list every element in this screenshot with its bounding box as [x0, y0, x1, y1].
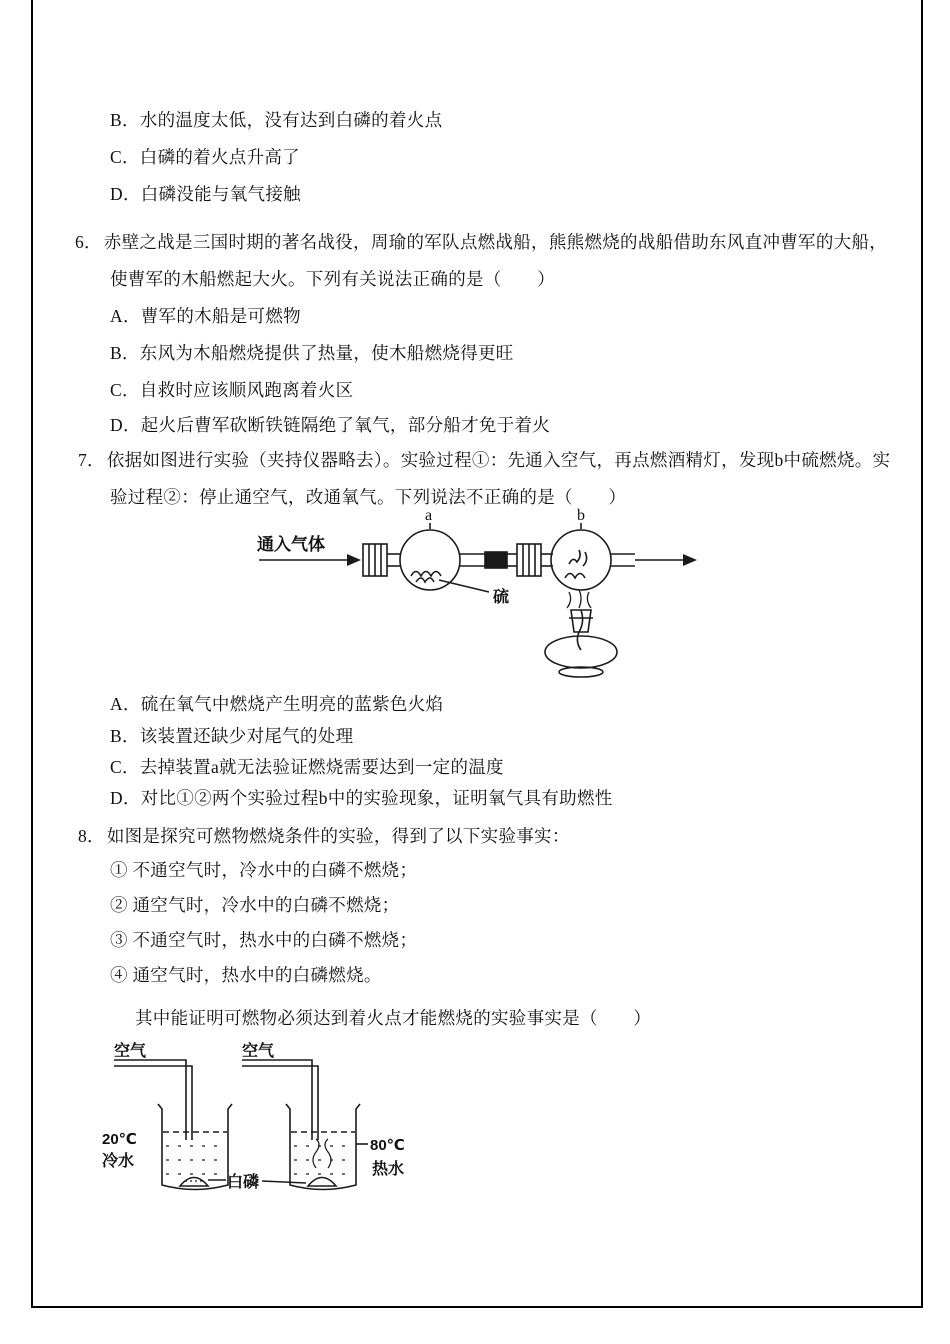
option-line: A．硫在氧气中燃烧产生明亮的蓝紫色火焰 [110, 694, 444, 714]
fact-line: ② 通空气时，冷水中的白磷不燃烧； [110, 895, 400, 915]
beakers-drawing [114, 1060, 368, 1190]
option-line: D．白磷没能与氧气接触 [110, 184, 301, 204]
stem-text: 赤壁之战是三国时期的著名战役，周瑜的军队点燃战船，熊熊燃烧的战船借助东风直冲曹军的大船， [103, 232, 888, 252]
white-phosphorus-cold [180, 1178, 208, 1187]
option-line: B．该装置还缺少对尾气的处理 [110, 726, 354, 746]
option-line: B．水的温度太低，没有达到白磷的着火点 [110, 110, 443, 130]
stem-text: 依据如图进行实验（夹持仪器略去）。实验过程①：先通入空气，再点燃酒精灯，发现b中硫燃烧。实 [106, 450, 891, 470]
question-number: 8． [78, 826, 105, 846]
alcohol-lamp [545, 610, 617, 677]
option-line: D．对比①②两个实验过程b中的实验现象，证明氧气具有助燃性 [110, 788, 613, 808]
flame-wisps [567, 590, 591, 608]
air-label-right: 空气 [242, 1043, 275, 1060]
q8-beakers-diagram [100, 1040, 440, 1215]
question-stem-line: 验过程②：停止通空气，改通氧气。下列说法不正确的是（ ） [110, 487, 627, 507]
option-line: C．去掉装置a就无法验证燃烧需要达到一定的温度 [110, 757, 504, 777]
beaker-hot [286, 1104, 360, 1190]
burning-wisp [325, 1139, 331, 1168]
question-stem-line: 其中能证明可燃物必须达到着火点才能燃烧的实验事实是（ ） [135, 1008, 652, 1028]
hot-water-label: 热水 [372, 1161, 405, 1178]
white-phosphorus-label: 白磷 [227, 1174, 260, 1191]
beaker-cold [158, 1104, 232, 1190]
cold-temp-label: 20℃ [102, 1131, 137, 1148]
connector-tube [460, 552, 517, 568]
question-stem-line [78, 450, 890, 472]
fact-line: ① 不通空气时，冷水中的白磷不燃烧； [110, 860, 418, 880]
question-number: 6． [75, 232, 102, 252]
hot-temp-label: 80℃ [370, 1137, 405, 1154]
stem-text: 如图是探究可燃物燃烧条件的实验，得到了以下实验事实： [106, 826, 570, 846]
gas-inlet-arrow [259, 554, 361, 566]
phosphorus-leader-right [262, 1181, 306, 1183]
bulb-b [541, 523, 611, 590]
fact-line: ④ 通空气时，热水中的白磷燃烧。 [110, 965, 382, 985]
bulb-a-label: a [425, 507, 433, 524]
option-line: C．白磷的着火点升高了 [110, 147, 300, 167]
rubber-stopper-right [517, 544, 541, 576]
bulb-b-label: b [577, 507, 585, 524]
bulb-a [387, 523, 460, 590]
option-line: C．自救时应该顺风跑离着火区 [110, 380, 354, 400]
sulfur-label: 硫 [493, 589, 510, 606]
white-phosphorus-hot [308, 1178, 336, 1187]
question-number: 7． [78, 450, 105, 470]
question-stem-line [78, 826, 570, 848]
air-tube-right [242, 1060, 318, 1140]
burning-wisp [313, 1139, 319, 1168]
gas-inlet-label: 通入气体 [257, 535, 325, 554]
q7-apparatus-diagram [253, 506, 713, 691]
gas-outlet-arrow [611, 554, 697, 566]
cold-water-label: 冷水 [102, 1153, 135, 1170]
question-stem-line [75, 232, 887, 254]
rubber-stopper-left [363, 544, 387, 576]
question-stem-line: 使曹军的木船燃起大火。下列有关说法正确的是（ ） [110, 269, 555, 289]
fact-line: ③ 不通空气时，热水中的白磷不燃烧； [110, 930, 418, 950]
air-tube-left [114, 1060, 192, 1140]
option-line: A．曹军的木船是可燃物 [110, 306, 301, 326]
option-line: B．东风为木船燃烧提供了热量，使木船燃烧得更旺 [110, 343, 514, 363]
air-label-left: 空气 [114, 1043, 147, 1060]
option-line: D．起火后曹军砍断铁链隔绝了氧气，部分船才免于着火 [110, 415, 551, 435]
